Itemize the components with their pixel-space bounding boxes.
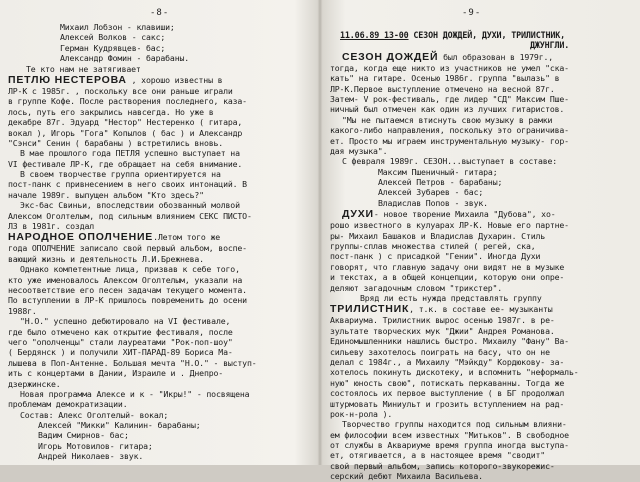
- text-line: [0, 254, 318, 264]
- text-line: [322, 63, 640, 73]
- text-line: [322, 251, 640, 261]
- text-line: [322, 40, 640, 50]
- line-text: ЛЗ в 1981г. создал: [8, 221, 95, 232]
- text-line: [0, 211, 318, 221]
- line-text: делал с 1984г., а Михаилу "Мэйкду" Кордюкову- за-: [330, 356, 565, 367]
- line-text: Новая программа Алексе и к - "Икры!" - посвящена: [20, 388, 250, 399]
- line-text: проблемам демократизации.: [8, 399, 128, 410]
- line-text: Творчество группы находится под сильным влияни-: [342, 419, 567, 430]
- text-line: [322, 399, 640, 409]
- line-text: группы-сплав множества стилей ( регей, ска,: [330, 241, 536, 252]
- text-line: [322, 272, 640, 282]
- line-text: "Н.О." успешно дебютировало на VI фестивале,: [20, 316, 231, 327]
- line-text: Вадим Смирнов- бас;: [38, 430, 129, 441]
- line-text: ДЖУНГЛИ.: [530, 40, 570, 51]
- line-text: ( Бердянск ) и получили ХИТ-ПАРАД-89 Бориса Ма-: [8, 347, 233, 358]
- line-text: от службы в Аквариуме время группа иногда выступа-: [330, 440, 569, 451]
- line-text: "Сэнси" Сенин ( барабаны ) встретились вновь.: [8, 137, 224, 148]
- text-line: [322, 347, 640, 357]
- line-text: свой первый альбом, запись которого-звукорежис-: [330, 460, 555, 471]
- text-line: [0, 368, 318, 378]
- text-line: [0, 107, 318, 117]
- text-line: [322, 315, 640, 325]
- text-line: [322, 30, 640, 40]
- band-name-heading: ПЕТЛЮ НЕСТЕРОВА: [8, 73, 127, 86]
- line-text: Единомышленники нашлись быстро. Михаилу "Фану" Ва-: [330, 336, 569, 347]
- text-line: [0, 117, 318, 127]
- line-text: Вряд ли есть нужда представлять группу: [360, 292, 542, 303]
- concert-date: 11.06.89 13-00: [340, 30, 409, 40]
- text-line: [0, 410, 318, 420]
- text-line: [0, 231, 318, 243]
- line-text: - новое творение Михаила "Дубова", хо-: [373, 209, 556, 220]
- text-line: [0, 347, 318, 357]
- text-line: [0, 243, 318, 253]
- text-line: [322, 262, 640, 272]
- text-line: [322, 156, 640, 166]
- text-line: [322, 367, 640, 377]
- line-text: тогда, когда еще никто из участников не умел "ска-: [330, 62, 569, 73]
- line-text: в группе Кофе. После растворения последнего, каза-: [8, 96, 247, 107]
- text-line: [0, 43, 318, 53]
- text-line: [0, 275, 318, 285]
- line-text: "Мы не пытаемся втиснуть свою музыку в рамки: [342, 114, 553, 125]
- text-line: [0, 285, 318, 295]
- line-text: Алексей Зубарев - бас;: [378, 187, 484, 198]
- line-text: Александр Фомин - барабаны.: [60, 53, 190, 64]
- line-text: 1988г.: [8, 305, 37, 316]
- text-line: [322, 336, 640, 346]
- text-line: [0, 295, 318, 305]
- line-text: Экс-бас Свиньи, впоследствии обозванный молвой: [20, 200, 240, 211]
- text-line: [0, 327, 318, 337]
- line-text: пост-панк ) с присадкой "Гении". Иногда Духи: [330, 251, 541, 262]
- line-text: лышева в Поп-Антенне. Большая мечта "Н.О." - выступ-: [8, 357, 257, 368]
- line-text: несоответствие его песен задачам текущего момента.: [8, 284, 247, 295]
- text-line: [322, 357, 640, 367]
- line-text: ры- Михаил Башаков и Владислав Духарин. Стиль: [330, 230, 546, 241]
- page-number: -8-: [150, 8, 170, 18]
- text-line: [0, 316, 318, 326]
- text-line: [0, 399, 318, 409]
- line-text: кать" на гитаре. Осенью 1986г. группа "вылазь" в: [330, 73, 560, 84]
- line-text: Андрей Николаев- звук.: [38, 451, 144, 462]
- text-line: [322, 409, 640, 419]
- text-line: [322, 440, 640, 450]
- text-line: [0, 264, 318, 274]
- band-name-heading: СЕЗОН ДОЖДЕЙ: [342, 50, 439, 63]
- line-text: и текстах, а в общей концепции, которую они опре-: [330, 272, 565, 283]
- text-line: [322, 419, 640, 429]
- line-text: СЕЗОН ДОЖДЕЙ, ДУХИ, ТРИЛИСТНИК,: [408, 30, 566, 40]
- text-line: [0, 53, 318, 63]
- right-page-text: [322, 30, 640, 482]
- text-line: [0, 420, 318, 430]
- line-text: ет. Просто мы играем инструментальную музыку- гор-: [330, 135, 569, 146]
- line-text: Те кто нам не затягивает: [26, 63, 141, 74]
- line-text: , т.к. в составе ее- музыканты: [409, 304, 553, 315]
- page-number: -9-: [462, 8, 482, 18]
- text-line: [322, 430, 640, 440]
- line-text: Михаил Лобзон - клавиши;: [60, 22, 175, 32]
- line-text: года ОПОЛЧЕНИЕ записало свой первый альбом, воспе-: [8, 243, 247, 254]
- line-text: В мае прошлого года ПЕТЛЯ успешно выступает на: [20, 148, 240, 159]
- band-name-heading: НАРОДНОЕ ОПОЛЧЕНИЕ: [8, 231, 154, 244]
- line-text: хотелось покинуть дискотеку, и вспомнить "неформаль-: [330, 367, 579, 378]
- text-line: [322, 167, 640, 177]
- band-name-heading: ДУХИ: [342, 208, 374, 221]
- text-line: [322, 177, 640, 187]
- line-text: .Летом того же: [153, 232, 221, 243]
- line-text: В своем творчестве группа ориентируется на: [20, 169, 221, 180]
- text-line: [322, 293, 640, 303]
- text-line: [322, 208, 640, 220]
- line-text: штурмовать Миниульт и грозить вступлением на рад-: [330, 398, 565, 409]
- line-text: Однако компетентные лица, призвав к себе того,: [20, 264, 240, 275]
- line-text: Алексей "Микки" Калинин- барабаны;: [38, 420, 201, 431]
- line-text: Владислав Попов - звук.: [378, 197, 488, 208]
- text-line: [322, 198, 640, 208]
- text-line: [322, 125, 640, 135]
- text-line: [0, 96, 318, 106]
- line-text: где было отмечено как открытие фестиваля, после: [8, 326, 233, 337]
- line-text: состоялось их первое выступление ( в БГ продолжал: [330, 388, 565, 399]
- text-line: [0, 128, 318, 138]
- text-line: [0, 451, 318, 461]
- line-text: дзержинске.: [8, 378, 61, 389]
- left-page: [0, 0, 318, 465]
- text-line: [0, 86, 318, 96]
- line-text: Аквариума. Трилистник вырос осенью 1987г. в ре-: [330, 315, 555, 326]
- text-line: [0, 379, 318, 389]
- line-text: дая музыка".: [330, 145, 388, 156]
- line-text: ем философии всем известных "Митьков". В свободное: [330, 429, 569, 440]
- line-text: зультате творческих мук "Джии" Андрея Романова.: [330, 325, 555, 336]
- text-line: [0, 179, 318, 189]
- text-line: [322, 283, 640, 293]
- line-text: начале 1989г. выпущен альбом "Кто здесь?": [8, 189, 204, 200]
- line-text: декабре 87г. Эдуард "Нестор" Нестеренко ( гитара,: [8, 117, 243, 128]
- line-text: кто уже именовалось Алексом Оголтелым, указали на: [8, 274, 243, 285]
- text-line: [0, 148, 318, 158]
- right-page: [322, 0, 640, 482]
- text-line: [0, 441, 318, 451]
- text-line: [322, 73, 640, 83]
- line-text: ет, отягивается, а в настоящее время "сводит": [330, 450, 546, 461]
- line-text: рошо известного в кулуарах ЛР-К. Новые его партне-: [330, 220, 569, 231]
- text-line: [322, 303, 640, 315]
- text-line: [322, 51, 640, 63]
- text-line: [0, 430, 318, 440]
- line-text: ничный был отмечен как один из лучших гитаристов.: [330, 104, 565, 115]
- text-line: [0, 138, 318, 148]
- text-line: [322, 388, 640, 398]
- line-text: деляют загадочным словом "трикстер".: [330, 282, 503, 293]
- text-line: [0, 337, 318, 347]
- text-line: [322, 94, 640, 104]
- text-line: [0, 389, 318, 399]
- line-text: Состав: Алекс Оголтелый- вокал;: [20, 409, 169, 420]
- text-line: [0, 358, 318, 368]
- line-text: С февраля 1989г. СЕЗОН...выступает в составе:: [342, 156, 558, 167]
- text-line: [322, 326, 640, 336]
- line-text: вокал ), Игорь "Гога" Копылов ( бас ) и Александр: [8, 127, 243, 138]
- line-text: Максим Пшеничный- гитара;: [378, 166, 498, 177]
- line-text: Игорь Мотовилов- гитара;: [38, 440, 153, 451]
- text-line: [0, 74, 318, 86]
- line-text: говорят, что главную задачу они видят не в музыке: [330, 261, 565, 272]
- text-line: [0, 22, 318, 32]
- line-text: VI фестивале ЛР-К, где обращает на себя внимание.: [8, 158, 243, 169]
- line-text: Алексей Петров - барабаны;: [378, 177, 503, 188]
- text-line: [322, 450, 640, 460]
- text-line: [322, 378, 640, 388]
- line-text: Алексом Оголтелым, под сильным влиянием СЕКС ПИСТО-: [8, 210, 252, 221]
- text-line: [322, 461, 640, 471]
- text-line: [0, 159, 318, 169]
- line-text: был образован в 1979г.,: [438, 51, 554, 62]
- line-text: ную" юность свою", потискать перкаванны. Тогда же: [330, 377, 565, 388]
- text-line: [0, 306, 318, 316]
- text-line: [0, 190, 318, 200]
- line-text: Герман Кудрявцев- бас;: [60, 42, 166, 53]
- line-text: лось, путь его закрылись навсегда. Но уже в: [8, 106, 214, 117]
- text-line: [322, 84, 640, 94]
- line-text: серский дебют Михаила Васильева.: [330, 471, 483, 482]
- band-name-heading: ТРИЛИСТНИК: [330, 303, 410, 316]
- text-line: [322, 146, 640, 156]
- line-text: чего "ополченцы" стали лауреатами "Рок-поп-шоу": [8, 336, 233, 347]
- text-line: [0, 32, 318, 42]
- text-line: [0, 200, 318, 210]
- line-text: , хорошо известны в: [126, 74, 223, 85]
- line-text: пост-панк с привнесением в него своих интонаций. В: [8, 179, 247, 190]
- line-text: вающий жизнь и деятельность Л.И.Брежнева.: [8, 253, 204, 264]
- text-line: [0, 64, 318, 74]
- left-page-text: [0, 22, 318, 462]
- line-text: Затем- V рок-фестиваль, где лидер "СД" Максим Пше-: [330, 93, 569, 104]
- line-text: рок-н-рола ).: [330, 408, 393, 419]
- text-line: [322, 471, 640, 481]
- line-text: Алексей Волков - сакс;: [60, 32, 166, 43]
- text-line: [322, 136, 640, 146]
- text-line: [322, 231, 640, 241]
- line-text: ЛР-К.Первое выступление отмечено на весной 87г.: [330, 83, 555, 94]
- text-line: [322, 187, 640, 197]
- line-text: ЛР-К с 1985г. , поскольку все они раньше играли: [8, 85, 233, 96]
- text-line: [322, 115, 640, 125]
- line-text: ить с концертами в Дании, Израиле и . Днепро-: [8, 368, 224, 379]
- text-line: [322, 104, 640, 114]
- text-line: [322, 220, 640, 230]
- text-line: [322, 241, 640, 251]
- line-text: По вступлении в ЛР-К пришлось повременить до осени: [8, 295, 247, 306]
- line-text: какого-либо направления, поскольку это ограничива-: [330, 125, 569, 136]
- text-line: [0, 169, 318, 179]
- line-text: сильеву захотелось поиграть на басу, что он не: [330, 346, 550, 357]
- text-line: [0, 221, 318, 231]
